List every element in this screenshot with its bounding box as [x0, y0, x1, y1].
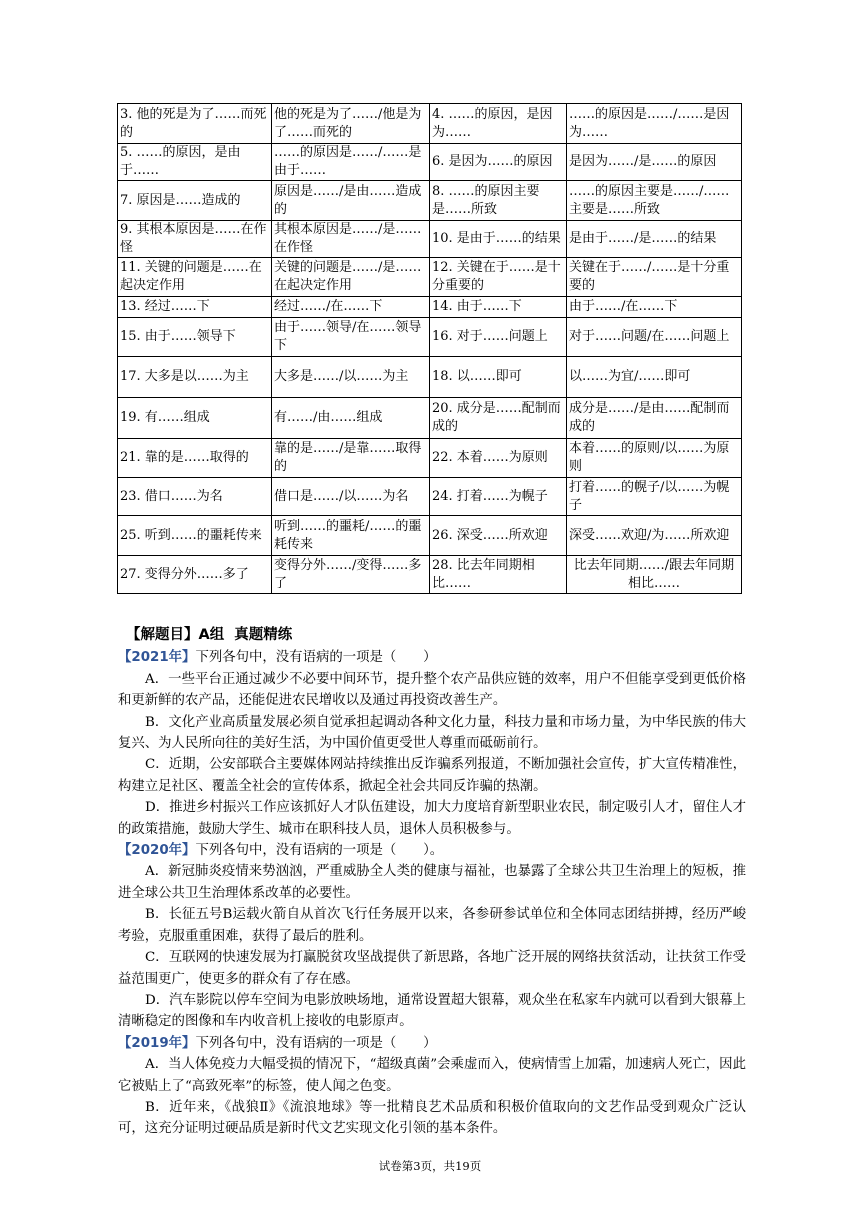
question-text: 下列各句中，没有语病的一项是（ ） — [195, 650, 437, 666]
answer-option: A．新冠肺炎疫情来势汹汹，严重威胁全人类的健康与福祉，也暴露了全球公共卫生治理上的短板，推进全球公共卫生治理体系改革的必要性。 — [118, 864, 746, 901]
wrong-pattern-cell: 21. 靠的是……取得的 — [118, 439, 272, 478]
answer-option: C．互联网的快速发展为打赢脱贫攻坚战提供了新思路，各地广泛开展的网络扶贫活动，让扶贫工作受益范围更广，使更多的群众有了存在感。 — [118, 950, 746, 987]
wrong-pattern-cell: 8. ……的原因主要是……所致 — [430, 181, 567, 221]
table-row — [118, 398, 742, 439]
correct-pattern-cell: 本着……的原则/以……为原则 — [567, 439, 742, 478]
correct-pattern-cell: 经过……/在……下 — [272, 297, 430, 318]
correct-pattern-cell: 由于……领导/在……领导下 — [272, 318, 430, 357]
table-row — [118, 144, 742, 181]
wrong-pattern-cell: 24. 打着……为幌子 — [430, 478, 567, 516]
correct-pattern-cell: 关键的问题是……/是……在起决定作用 — [272, 258, 430, 297]
answer-option: B．文化产业高质量发展必须自觉承担起调动各种文化力量，科技力量和市场力量，为中华民族的伟大复兴、为人民所向往的美好生活，为中国价值更受世人尊重而砥砺前行。 — [118, 714, 746, 752]
wrong-pattern-cell: 14. 由于……下 — [430, 297, 567, 318]
question-list — [118, 647, 746, 1139]
answer-option: A．一些平台正通过减少不必要中间环节，提升整个农产品供应链的效率，用户不但能享受到更低价格和更新鲜的农产品，还能促进农民增收以及通过再投资改善生产。 — [118, 671, 746, 709]
correct-pattern-cell: 变得分外……/变得……多了 — [272, 556, 430, 594]
correct-pattern-cell: 成分是……/是由……配制而成的 — [567, 398, 742, 439]
correct-pattern-cell: 关键在于……/……是十分重要的 — [567, 258, 742, 297]
table-row — [118, 516, 742, 556]
correct-pattern-cell: 有……/由……组成 — [272, 398, 430, 439]
table-row — [118, 357, 742, 398]
question-block — [118, 840, 746, 1033]
question-stem — [118, 647, 746, 668]
wrong-pattern-cell: 10. 是由于……的结果 — [430, 221, 567, 258]
sentence-pattern-table — [117, 103, 742, 594]
table-body — [118, 104, 742, 594]
question-year: 【2021年】 — [118, 650, 196, 666]
correct-pattern-cell: 听到……的噩耗/……的噩耗传来 — [272, 516, 430, 556]
correct-pattern-cell: 深受……欢迎/为……所欢迎 — [567, 516, 742, 556]
question-stem — [118, 840, 746, 861]
correct-pattern-cell: 借口是……/以……为名 — [272, 478, 430, 516]
wrong-pattern-cell: 16. 对于……问题上 — [430, 318, 567, 357]
answer-option: B．近年来，《战狼Ⅱ》《流浪地球》等一批精良艺术品质和积极价值取向的文艺作品受到观众广泛认可，这充分证明过硬品质是新时代文艺实现文化引领的基本条件。 — [118, 1099, 746, 1137]
wrong-pattern-cell: 20. 成分是……配制而成的 — [430, 398, 567, 439]
wrong-pattern-cell: 17. 大多是以……为主 — [118, 357, 272, 398]
correct-pattern-cell: 其根本原因是……/是……在作怪 — [272, 221, 430, 258]
table-row — [118, 258, 742, 297]
wrong-pattern-cell: 27. 变得分外……多了 — [118, 556, 272, 594]
correct-pattern-cell: 对于……问题/在……问题上 — [567, 318, 742, 357]
wrong-pattern-cell: 28. 比去年同期相比…… — [430, 556, 567, 594]
answer-option: A．当人体免疫力大幅受损的情况下，“超级真菌”会乘虚而入，使病情雪上加霜，加速病人死亡，因此它被贴上了“高致死率”的标签，使人闻之色变。 — [118, 1057, 746, 1094]
wrong-pattern-cell: 4. ……的原因，是因为…… — [430, 104, 567, 144]
table-row — [118, 439, 742, 478]
wrong-pattern-cell: 13. 经过……下 — [118, 297, 272, 318]
correct-pattern-cell: 由于……/在……下 — [567, 297, 742, 318]
wrong-pattern-cell: 6. 是因为……的原因 — [430, 144, 567, 181]
correct-pattern-cell: ……的原因是……/……是由于…… — [272, 144, 430, 181]
correct-pattern-cell: 大多是……/以……为主 — [272, 357, 430, 398]
practice-section — [118, 625, 746, 1140]
table-row — [118, 478, 742, 516]
table-row — [118, 297, 742, 318]
correct-pattern-cell: 原因是……/是由……造成的 — [272, 181, 430, 221]
section-tag: 【解题目】A组 — [126, 627, 225, 643]
correct-pattern-cell: 是因为……/是……的原因 — [567, 144, 742, 181]
wrong-pattern-cell: 9. 其根本原因是……在作怪 — [118, 221, 272, 258]
correct-pattern-cell: 是由于……/是……的结果 — [567, 221, 742, 258]
question-block — [118, 647, 746, 840]
wrong-pattern-cell: 7. 原因是……造成的 — [118, 181, 272, 221]
correct-pattern-cell: 打着……的幌子/以……为幌子 — [567, 478, 742, 516]
answer-option: D．推进乡村振兴工作应该抓好人才队伍建设，加大力度培育新型职业农民，制定吸引人才，留住人才的政策措施，鼓励大学生、城市在职科技人员，退休人员积极参与。 — [118, 800, 746, 837]
question-year: 【2019年】 — [118, 1035, 196, 1051]
question-text: 下列各句中，没有语病的一项是（ ）。 — [195, 843, 444, 859]
table-row — [118, 556, 742, 594]
table-row — [118, 318, 742, 357]
wrong-pattern-cell: 22. 本着……为原则 — [430, 439, 567, 478]
section-title: 真题精练 — [234, 627, 293, 643]
wrong-pattern-cell: 25. 听到……的噩耗传来 — [118, 516, 272, 556]
correct-pattern-cell: 以……为宜/……即可 — [567, 357, 742, 398]
question-year: 【2020年】 — [118, 843, 196, 859]
question-stem — [118, 1033, 746, 1054]
wrong-pattern-cell: 18. 以……即可 — [430, 357, 567, 398]
wrong-pattern-cell: 11. 关键的问题是……在起决定作用 — [118, 258, 272, 297]
wrong-pattern-cell: 15. 由于……领导下 — [118, 318, 272, 357]
correct-pattern-cell: 他的死是为了……/他是为了……而死的 — [272, 104, 430, 144]
wrong-pattern-cell: 5. ……的原因，是由于…… — [118, 144, 272, 181]
answer-option: D．汽车影院以停车空间为电影放映场地，通常设置超大银幕，观众坐在私家车内就可以看到大银幕上清晰稳定的图像和车内收音机上接收的电影原声。 — [118, 992, 746, 1030]
table-row — [118, 104, 742, 144]
wrong-pattern-cell: 23. 借口……为名 — [118, 478, 272, 516]
correct-pattern-cell: 靠的是……/是靠……取得的 — [272, 439, 430, 478]
wrong-pattern-cell: 19. 有……组成 — [118, 398, 272, 439]
table-row — [118, 221, 742, 258]
answer-option: C．近期，公安部联合主要媒体网站持续推出反诈骗系列报道，不断加强社会宣传，扩大宣传精准性，构建立足社区、覆盖全社会的宣传体系，掀起全社会共同反诈骗的热潮。 — [118, 757, 746, 794]
table-row — [118, 181, 742, 221]
wrong-pattern-cell: 3. 他的死是为了……而死的 — [118, 104, 272, 144]
wrong-pattern-cell: 12. 关键在于……是十分重要的 — [430, 258, 567, 297]
wrong-pattern-cell: 26. 深受……所欢迎 — [430, 516, 567, 556]
question-text: 下列各句中，没有语病的一项是（ ） — [195, 1035, 437, 1051]
correct-pattern-cell: 比去年同期……/跟去年同期相比…… — [567, 556, 742, 594]
correct-pattern-cell: ……的原因是……/……是因为…… — [567, 104, 742, 144]
question-block — [118, 1033, 746, 1140]
page-footer: 试卷第3页，共19页 — [378, 1159, 482, 1173]
correct-pattern-cell: ……的原因主要是……/……主要是……所致 — [567, 181, 742, 221]
answer-option: B．长征五号B运载火箭自从首次飞行任务展开以来，各参研参试单位和全体同志团结拼搏，经历严峻考验，克服重重困难，获得了最后的胜利。 — [118, 907, 746, 944]
section-heading — [126, 625, 746, 646]
